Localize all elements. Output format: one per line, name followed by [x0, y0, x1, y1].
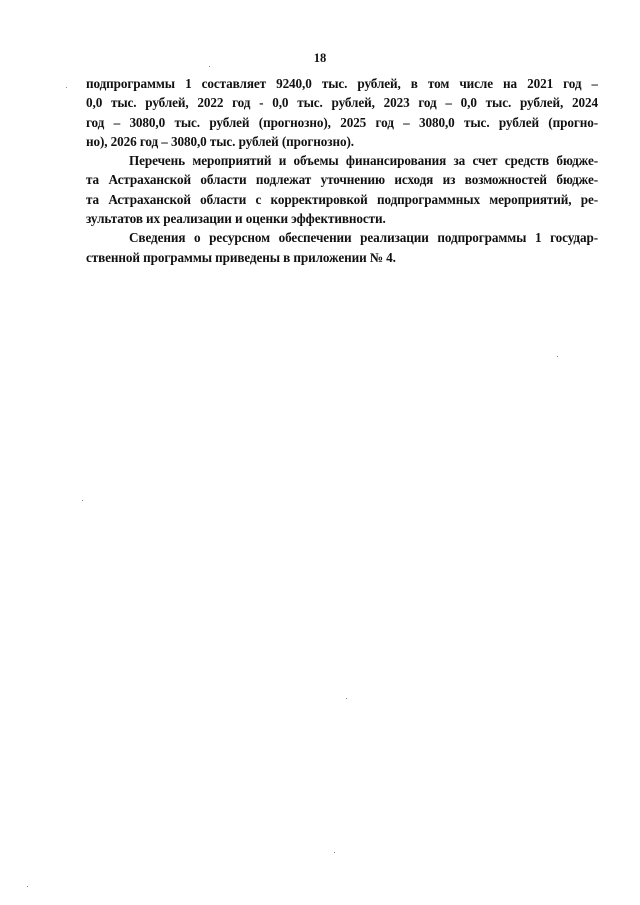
- body-text: [86, 74, 598, 267]
- scan-speck: [557, 356, 558, 357]
- scan-speck: [209, 66, 210, 67]
- page-number: 18: [313, 51, 327, 65]
- paragraph-resource-info: [86, 228, 598, 267]
- text-line: подпрограммы 1 составляет 9240,0 тыс. рублей, в том числе на 2021 год –: [86, 76, 598, 91]
- scan-speck: [334, 852, 335, 853]
- scan-speck: [27, 886, 28, 887]
- text-line: та Астраханской области подлежат уточнению исходя из возможностей бюдже-: [86, 172, 598, 188]
- text-line: зультатов их реализации и оценки эффективности.: [86, 211, 386, 227]
- text-line: но), 2026 год – 3080,0 тыс. рублей (прогнозно).: [86, 133, 354, 149]
- scan-speck: [346, 698, 347, 699]
- text-line: та Астраханской области с корректировкой подпрограммных мероприятий, ре-: [86, 191, 598, 207]
- paragraph-measures-list: [86, 151, 598, 228]
- scan-speck: [66, 87, 67, 88]
- text-line: год – 3080,0 тыс. рублей (прогнозно), 2025 год – 3080,0 тыс. рублей (прогно-: [86, 114, 598, 130]
- text-line: 0,0 тыс. рублей, 2022 год - 0,0 тыс. рублей, 2023 год – 0,0 тыс. рублей, 2024: [86, 95, 598, 111]
- text-line: Перечень мероприятий и объемы финансирования за счет средств бюдже-: [129, 153, 598, 169]
- paragraph-financing-total: [86, 74, 598, 151]
- scan-speck: [82, 500, 83, 501]
- text-line: Сведения о ресурсном обеспечении реализации подпрограммы 1 государ-: [129, 230, 598, 246]
- text-line: ственной программы приведены в приложении № 4.: [86, 249, 396, 265]
